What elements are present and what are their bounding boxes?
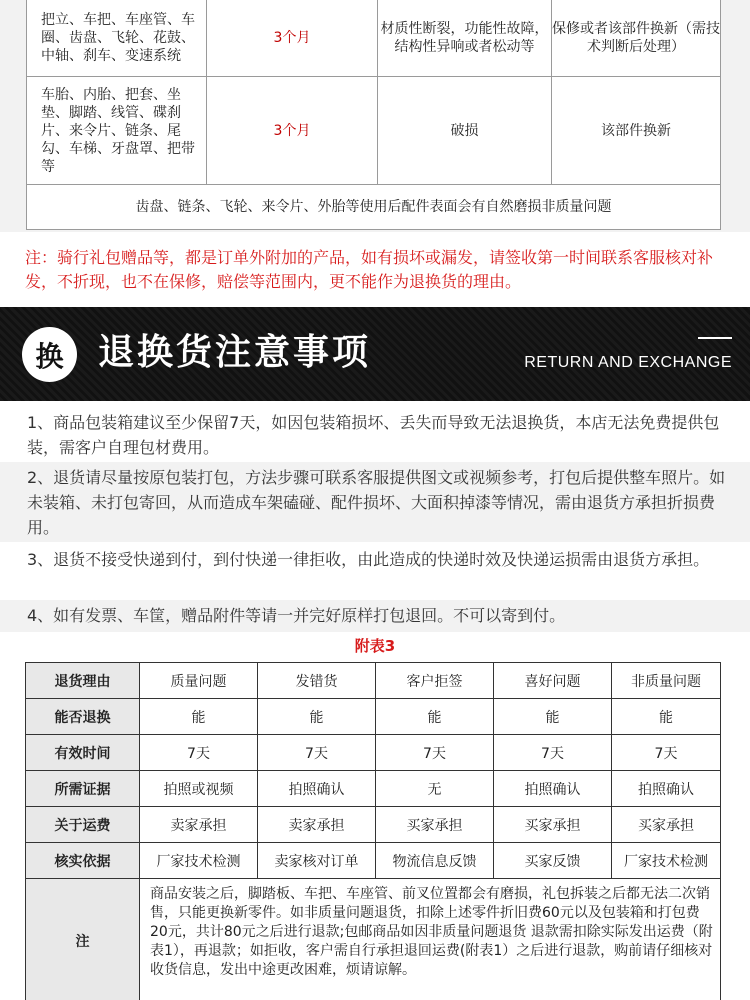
- warranty-action: 该部件换新: [552, 77, 721, 185]
- table-cell: 能: [376, 699, 494, 735]
- warranty-row: [27, 0, 721, 77]
- table-cell: 客户拒签: [376, 663, 494, 699]
- warranty-action: 保修或者该部件换新（需技术判断后处理）: [552, 0, 721, 77]
- warranty-footnote-row: [27, 185, 721, 230]
- table-cell: 拍照确认: [494, 771, 612, 807]
- table-cell: 7天: [258, 735, 376, 771]
- table-row: [26, 735, 721, 771]
- table-row: [26, 807, 721, 843]
- table-cell: 7天: [140, 735, 258, 771]
- row-header: 能否退换: [26, 699, 140, 735]
- row-header: 有效时间: [26, 735, 140, 771]
- table-cell: 7天: [494, 735, 612, 771]
- warranty-parts: 车胎、内胎、把套、坐垫、脚踏、线管、碟刹片、来令片、链条、尾勾、车梯、牙盘罩、把带等: [27, 77, 207, 185]
- table-row: [26, 699, 721, 735]
- table-cell: 卖家核对订单: [258, 843, 376, 879]
- table-title: 附表3: [354, 637, 396, 655]
- table-cell: 拍照或视频: [140, 771, 258, 807]
- notice-item-1: 1、商品包装箱建议至少保留7天，如因包装箱损坏、丢失而导致无法退换货，本店无法免费提供包装，需客户自理包材费用。: [27, 413, 720, 457]
- note-text: 商品安装之后，脚踏板、车把、车座管、前叉位置都会有磨损，礼包拆装之后都无法二次销售，只能更换新零件。如非质量问题退货，扣除上述零件折旧费60元以及包装箱和打包费20元，共计80元之后进行退款;包邮商品如因非质量问题退货 退款需扣除实际发出运费（附表1），再退款；如拒收，客户需自行承担退回运费(附表1）之后进行退款，购前请仔细核对收货信息，发出中途更改困难，烦请谅解。: [140, 879, 721, 1000]
- table-cell: 能: [612, 699, 721, 735]
- table-cell: 买家承担: [612, 807, 721, 843]
- warranty-section: [0, 0, 750, 232]
- row-header: 退货理由: [26, 663, 140, 699]
- badge-char: 换: [35, 339, 64, 373]
- table-cell: 买家承担: [376, 807, 494, 843]
- warranty-row: [27, 77, 721, 185]
- table-row: [26, 663, 721, 699]
- note-header: 注: [26, 879, 140, 1000]
- warranty-condition: 材质性断裂，功能性故障，结构性异响或者松动等: [378, 0, 552, 77]
- table-cell: 卖家承担: [258, 807, 376, 843]
- table-cell: 非质量问题: [612, 663, 721, 699]
- table-cell: 发错货: [258, 663, 376, 699]
- warranty-parts: 把立、车把、车座管、车圈、齿盘、飞轮、花鼓、中轴、刹车、变速系统: [27, 0, 207, 77]
- warranty-period: 3个月: [207, 77, 378, 185]
- notice-item-4: 4、如有发票、车筐，赠品附件等请一并完好原样打包退回。不可以寄到付。: [0, 600, 750, 632]
- table-cell: 买家承担: [494, 807, 612, 843]
- table-cell: 7天: [612, 735, 721, 771]
- warranty-table: [26, 0, 721, 230]
- table-cell: 质量问题: [140, 663, 258, 699]
- table-cell: 拍照确认: [258, 771, 376, 807]
- warranty-condition: 破损: [378, 77, 552, 185]
- table-cell: 拍照确认: [612, 771, 721, 807]
- banner-divider: [698, 337, 732, 339]
- table-row: [26, 771, 721, 807]
- table-note-row: [26, 879, 721, 1000]
- return-policy-table: [25, 662, 721, 1000]
- table-row: [26, 843, 721, 879]
- table-cell: 能: [258, 699, 376, 735]
- row-header: 核实依据: [26, 843, 140, 879]
- gift-note: 注：骑行礼包赠品等，都是订单外附加的产品，如有损坏或漏发，请签收第一时间联系客服核对补发，不折现，也不在保修，赔偿等范围内，更不能作为退换货的理由。: [25, 248, 714, 291]
- table-cell: 厂家技术检测: [612, 843, 721, 879]
- section-banner: [0, 307, 750, 401]
- row-header: 关于运费: [26, 807, 140, 843]
- notice-item-2: 2、退货请尽量按原包装打包，方法步骤可联系客服提供图文或视频参考，打包后提供整车照片。如未装箱、未打包寄回，从而造成车架磕碰、配件损坏、大面积掉漆等情况，需由退货方承担折损费用。: [0, 462, 750, 542]
- table-cell: 能: [140, 699, 258, 735]
- warranty-footnote: 齿盘、链条、飞轮、来令片、外胎等使用后配件表面会有自然磨损非质量问题: [27, 185, 721, 230]
- row-header: 所需证据: [26, 771, 140, 807]
- section-title: 退换货注意事项: [98, 332, 372, 373]
- table-cell: 物流信息反馈: [376, 843, 494, 879]
- table-cell: 无: [376, 771, 494, 807]
- notice-item-3: 3、退货不接受快递到付，到付快递一律拒收，由此造成的快递时效及快递运损需由退货方承担。: [27, 550, 710, 569]
- table-cell: 喜好问题: [494, 663, 612, 699]
- section-subtitle: RETURN AND EXCHANGE: [524, 354, 732, 371]
- table-cell: 能: [494, 699, 612, 735]
- exchange-badge-icon: [22, 327, 77, 382]
- table-cell: 厂家技术检测: [140, 843, 258, 879]
- warranty-period: 3个月: [207, 0, 378, 77]
- table-cell: 卖家承担: [140, 807, 258, 843]
- table-cell: 7天: [376, 735, 494, 771]
- table-cell: 买家反馈: [494, 843, 612, 879]
